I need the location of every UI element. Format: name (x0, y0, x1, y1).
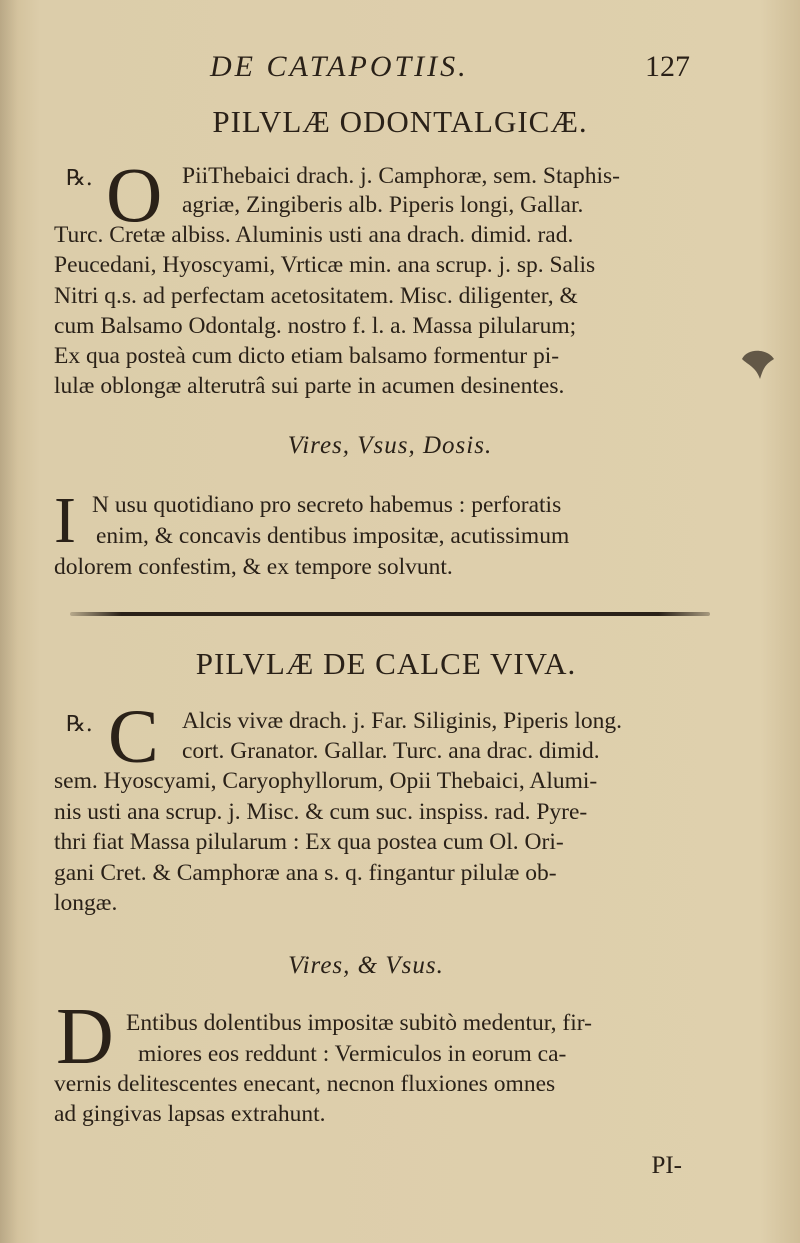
recipe-line: cort. Granator. Gallar. Turc. ana drac. dimid. (182, 738, 600, 764)
recipe-line: Ex qua posteà cum dicto etiam balsamo formentur pi- (54, 343, 560, 369)
drop-cap: I (54, 484, 76, 557)
section-title-calce-viva: PILVLÆ DE CALCE VIVA. (195, 646, 577, 681)
recipe-line: Peucedani, Hyoscyami, Vrticæ min. ana scrup. j. sp. Salis (54, 252, 596, 278)
recipe-symbol: ℞. (66, 166, 93, 191)
drop-cap: C (108, 695, 159, 779)
recipe-line: Nitri q.s. ad perfectam acetositatem. Misc. diligenter, & (54, 283, 578, 309)
recipe-line: nis usti ana scrup. j. Misc. & cum suc. inspiss. rad. Pyre- (54, 799, 588, 825)
subheading-vires-usus: Vires, & Vsus. (288, 952, 444, 979)
usage-line: vernis delitescentes enecant, necnon fluxiones omnes (54, 1071, 556, 1097)
drop-cap: O (106, 151, 163, 238)
recipe-line: cum Balsamo Odontalg. nostro f. l. a. Massa pilularum; (54, 313, 577, 339)
section-divider-rule (70, 612, 710, 616)
recipe-line: PiiThebaici drach. j. Camphoræ, sem. Staphis- (182, 163, 620, 189)
page-number: 127 (645, 50, 690, 83)
subheading-vires-usus-dosis: Vires, Vsus, Dosis. (287, 432, 493, 459)
drop-cap: D (56, 993, 114, 1081)
recipe-line: lulæ oblongæ alterutrâ sui parte in acumen desinentes. (54, 373, 565, 399)
recipe-symbol: ℞. (66, 712, 93, 737)
recipe-line: gani Cret. & Camphoræ ana s. q. fingantur pilulæ ob- (54, 860, 557, 886)
marginal-ink-mark (738, 345, 778, 381)
section-title-odontalgicae: PILVLÆ ODONTALGICÆ. (212, 104, 588, 139)
catchword: PI- (651, 1152, 682, 1179)
usage-line: N usu quotidiano pro secreto habemus : perforatis (92, 492, 562, 518)
recipe-line: Turc. Cretæ albiss. Aluminis usti ana drach. dimid. rad. (54, 222, 574, 248)
running-title: DE CATAPOTIIS. (210, 50, 469, 83)
recipe-line: thri fiat Massa pilularum : Ex qua postea cum Ol. Ori- (54, 829, 564, 855)
usage-line: miores eos reddunt : Vermiculos in eorum ca- (138, 1041, 567, 1067)
recipe-line: sem. Hyoscyami, Caryophyllorum, Opii Thebaici, Alumi- (54, 768, 598, 794)
running-head (210, 50, 690, 84)
usage-line: enim, & concavis dentibus impositæ, acutissimum (96, 523, 570, 549)
usage-line: dolorem confestim, & ex tempore solvunt. (54, 554, 453, 580)
usage-line: ad gingivas lapsas extrahunt. (54, 1101, 326, 1127)
usage-line: Entibus dolentibus impositæ subitò medentur, fir- (126, 1010, 592, 1036)
recipe-line: agriæ, Zingiberis alb. Piperis longi, Gallar. (182, 192, 584, 218)
recipe-line: longæ. (54, 890, 118, 916)
recipe-line: Alcis vivæ drach. j. Far. Siliginis, Piperis long. (182, 708, 622, 734)
